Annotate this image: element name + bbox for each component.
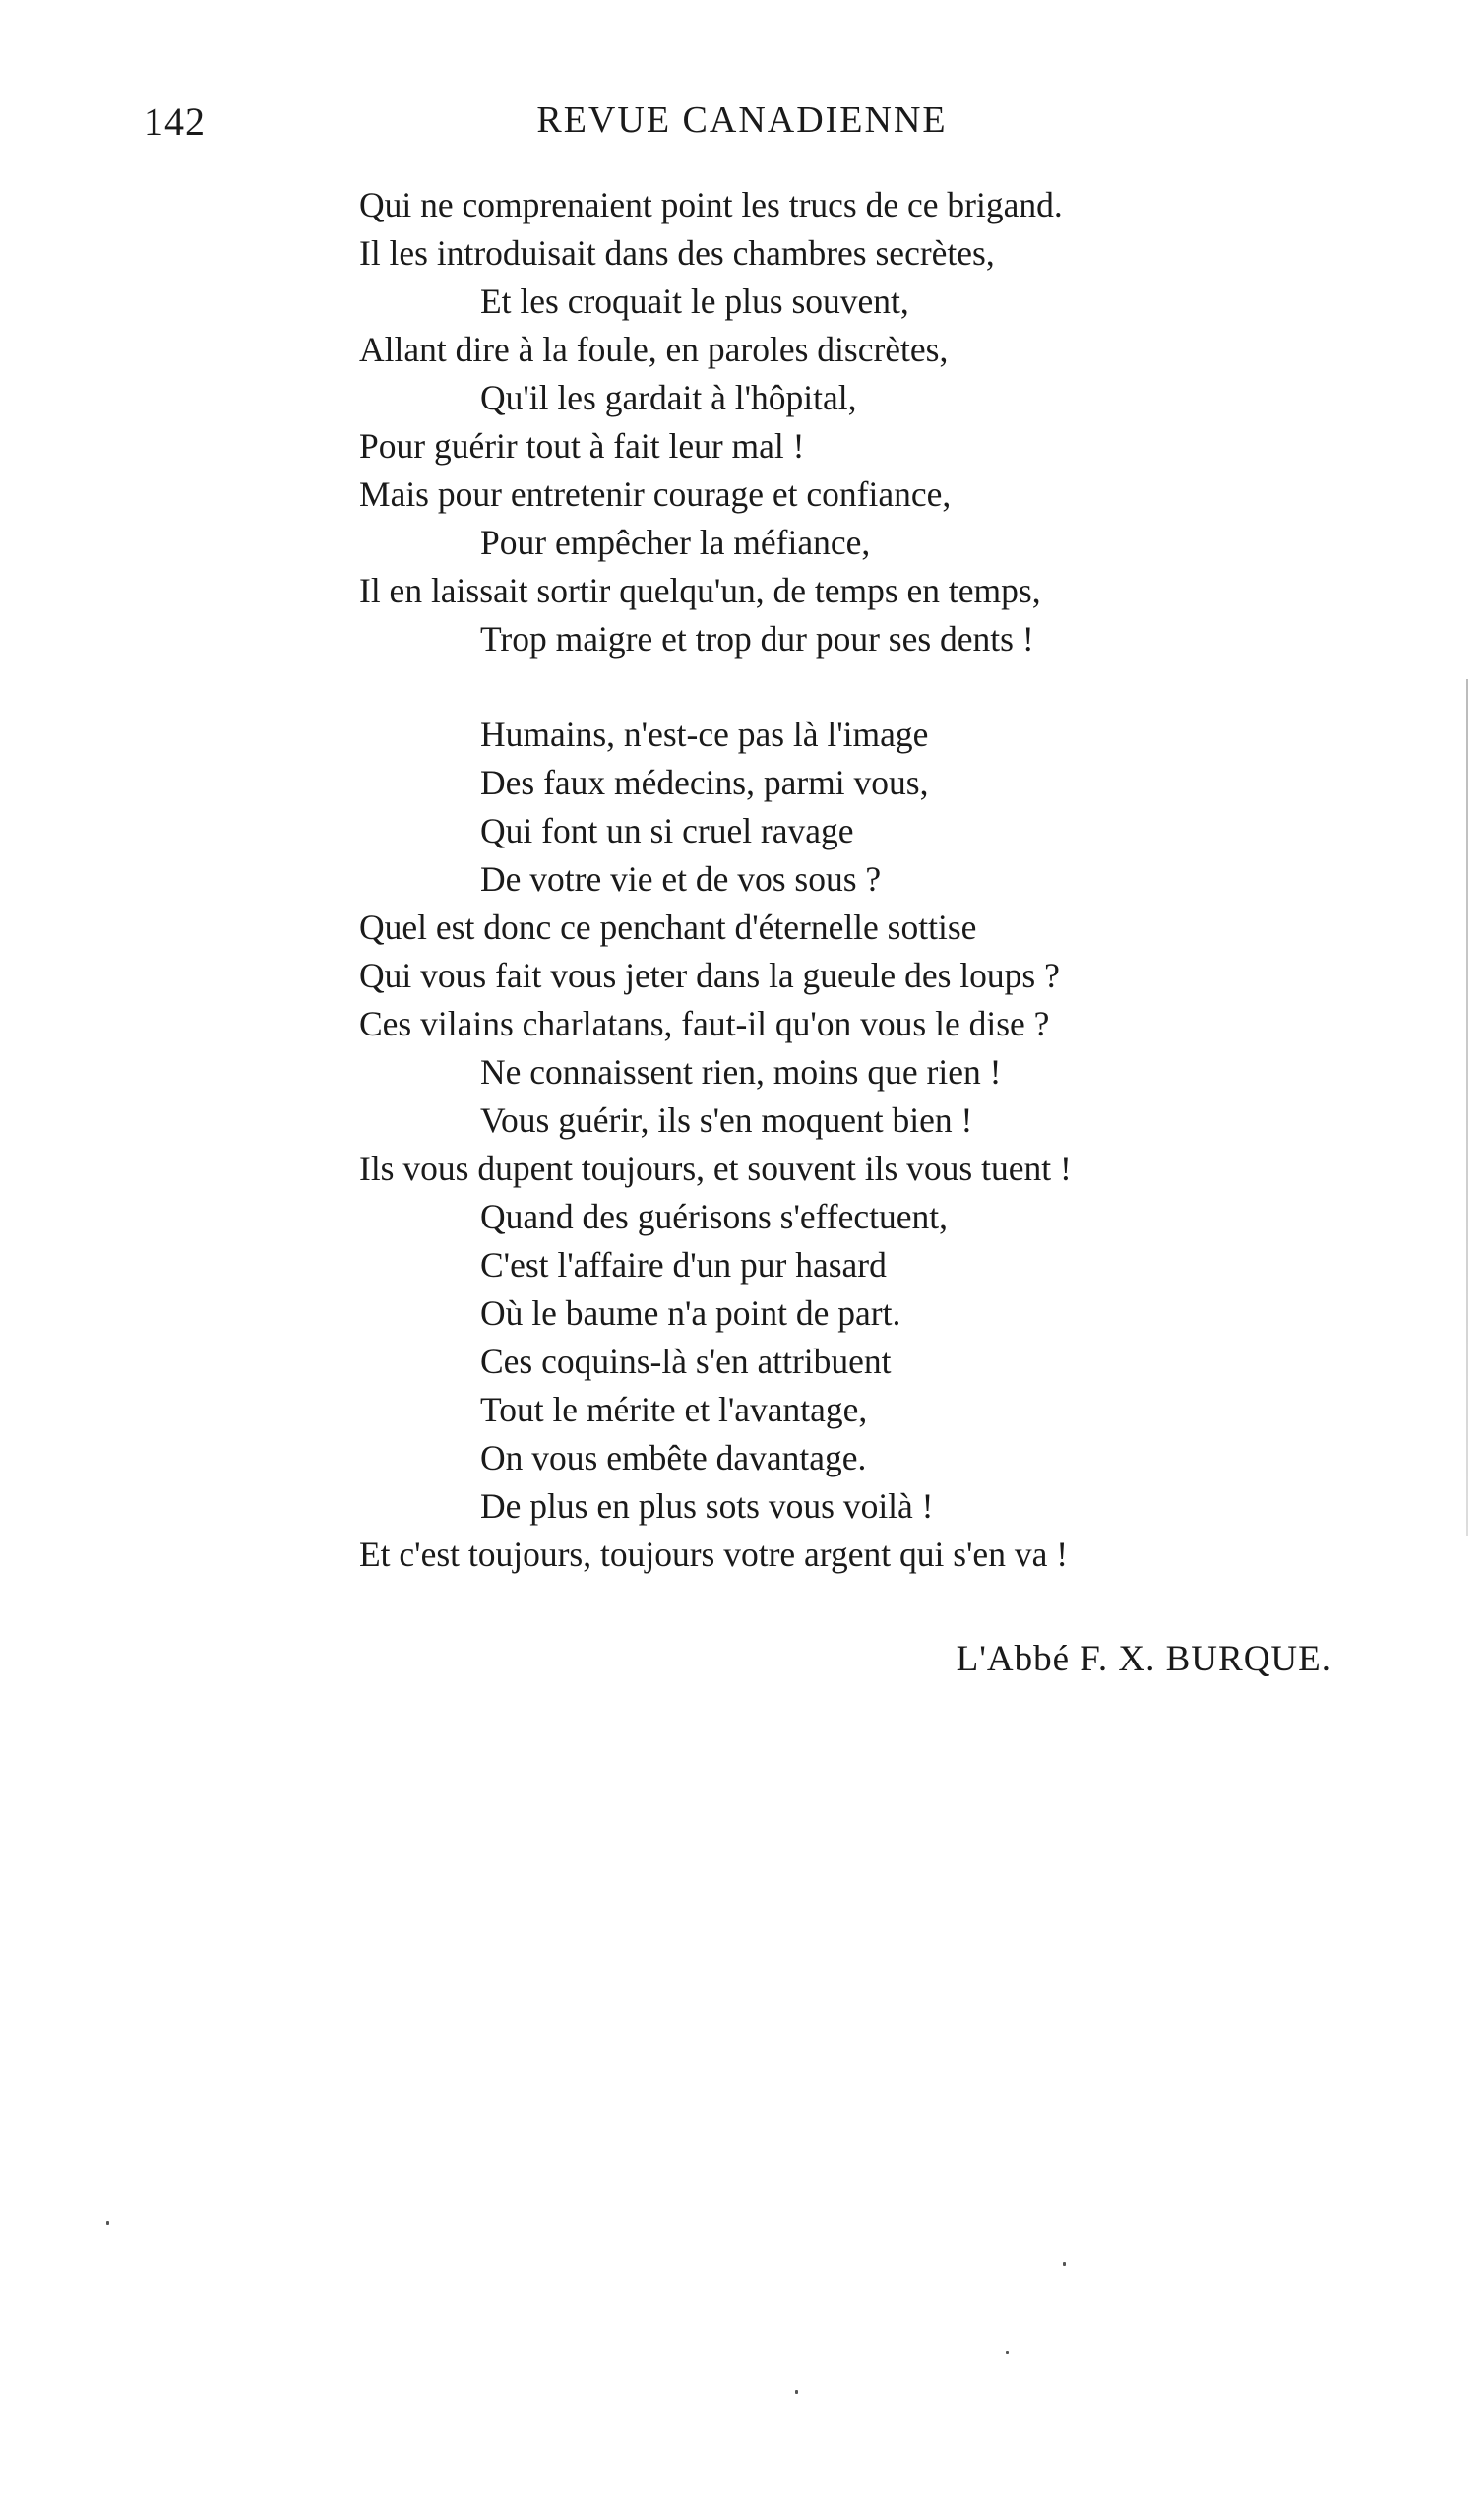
verse-line: Et c'est toujours, toujours votre argent qui s'en va ! xyxy=(359,1535,1069,1574)
verse-line: Pour guérir tout à fait leur mal ! xyxy=(359,426,805,466)
verse-line: Ne connaissent rien, moins que rien ! xyxy=(480,1052,1002,1092)
verse-line: De plus en plus sots vous voilà ! xyxy=(480,1486,934,1526)
verse-line: Ces vilains charlatans, faut-il qu'on vous le dise ? xyxy=(359,1004,1050,1043)
verse-line: Qui font un si cruel ravage xyxy=(480,811,854,850)
verse-line: Tout le mérite et l'avantage, xyxy=(480,1390,868,1429)
verse-line: Des faux médecins, parmi vous, xyxy=(480,763,929,802)
verse-line: Il les introduisait dans des chambres secrètes, xyxy=(359,233,995,273)
verse-line: Qu'il les gardait à l'hôpital, xyxy=(480,378,857,417)
poem xyxy=(359,181,1442,1579)
verse-line: Quel est donc ce penchant d'éternelle sottise xyxy=(359,908,977,947)
verse-line: Il en laissait sortir quelqu'un, de temps en temps, xyxy=(359,571,1041,610)
verse-line: Qui vous fait vous jeter dans la gueule des loups ? xyxy=(359,956,1060,995)
verse-line: Quand des guérisons s'effectuent, xyxy=(480,1197,949,1236)
verse-line: Ils vous dupent toujours, et souvent ils vous tuent ! xyxy=(359,1149,1072,1188)
verse-line: Pour empêcher la méfiance, xyxy=(480,523,871,562)
verse-line: Allant dire à la foule, en paroles discrètes, xyxy=(359,330,949,369)
scan-speck xyxy=(1063,2262,1066,2266)
verse-line: Humains, n'est-ce pas là l'image xyxy=(480,715,929,754)
verse-line: De votre vie et de vos sous ? xyxy=(480,859,882,899)
verse-line: Trop maigre et trop dur pour ses dents ! xyxy=(480,619,1034,659)
verse-line: Ces coquins-là s'en attribuent xyxy=(480,1342,892,1381)
verse-line: Et les croquait le plus souvent, xyxy=(480,282,909,321)
scan-speck xyxy=(1006,2351,1009,2354)
stanza xyxy=(359,711,1442,1579)
scan-speck xyxy=(106,2221,109,2225)
page-number: 142 xyxy=(144,99,206,144)
scan-margin-line xyxy=(1466,679,1468,1536)
running-head: REVUE CANADIENNE xyxy=(536,99,948,141)
page-header xyxy=(0,98,1484,157)
verse-line: Mais pour entretenir courage et confiance, xyxy=(359,474,952,514)
verse-line: Où le baume n'a point de part. xyxy=(480,1293,901,1333)
scan-speck xyxy=(795,2390,798,2394)
verse-line: C'est l'affaire d'un pur hasard xyxy=(480,1245,887,1285)
verse-line: Vous guérir, ils s'en moquent bien ! xyxy=(480,1100,973,1140)
verse-line: On vous embête davantage. xyxy=(480,1438,867,1477)
verse-line: Qui ne comprenaient point les trucs de ce brigand. xyxy=(359,185,1063,224)
stanza xyxy=(359,181,1442,663)
author-signature: L'Abbé F. X. BURQUE. xyxy=(956,1639,1331,1679)
